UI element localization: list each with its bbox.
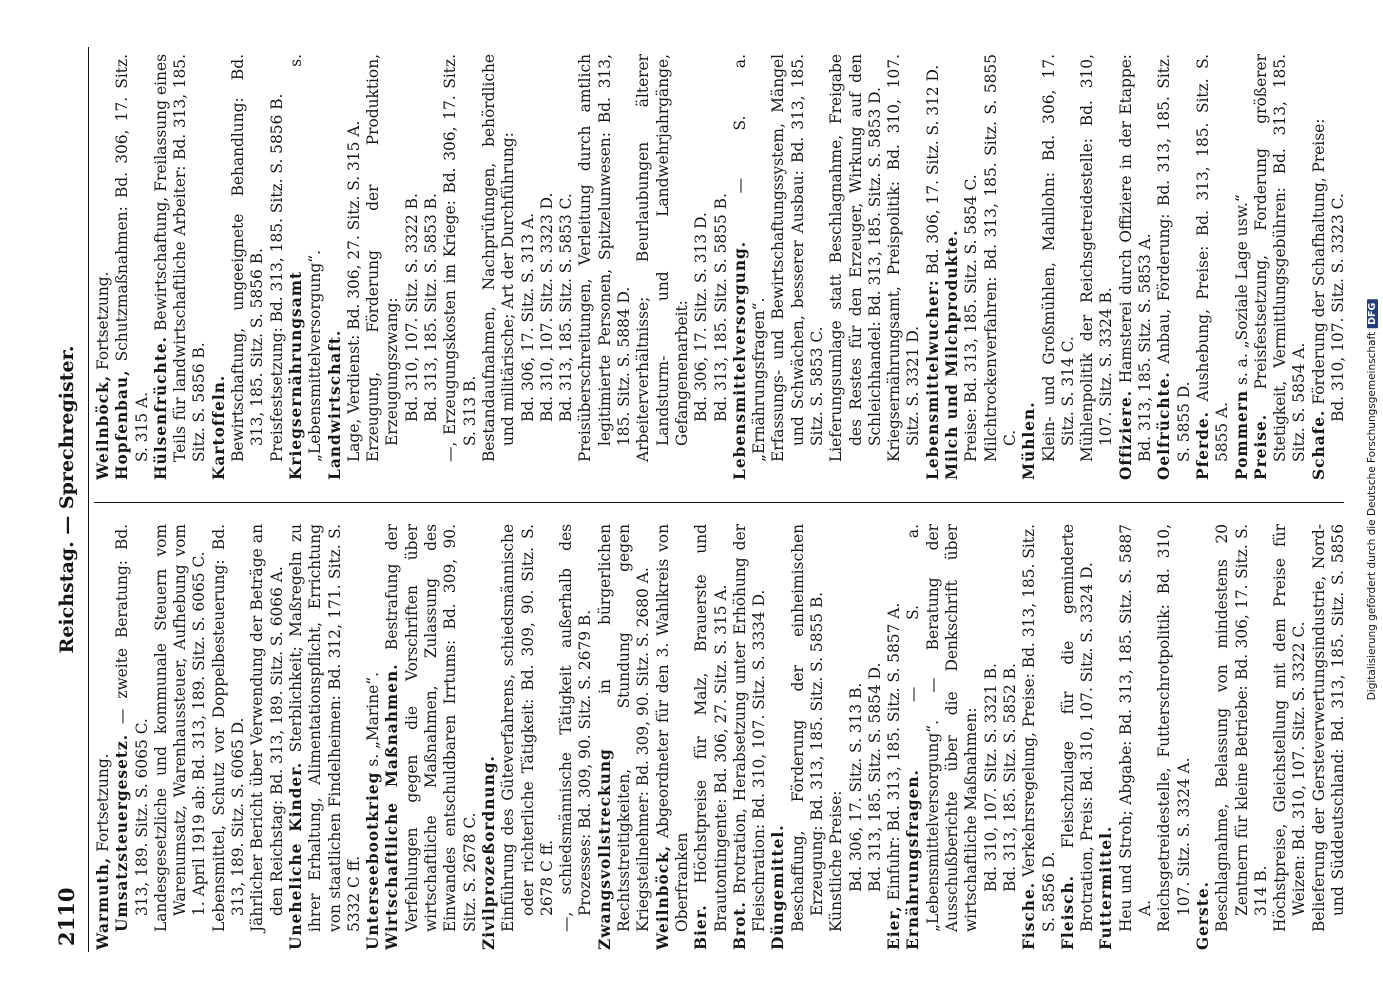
register-entry	[1155, 54, 1194, 480]
entry-keyword: Gerste.	[1193, 881, 1212, 950]
register-entry	[403, 54, 422, 480]
register-entry	[1020, 524, 1059, 950]
entry-keyword: Warmuth,	[94, 856, 112, 950]
entry-keyword: Schafe.	[1309, 409, 1328, 480]
entry-text: Bd. 306, 17. Sitz. S. 312 D.	[923, 64, 942, 280]
register-entry	[538, 54, 557, 480]
register-entry	[847, 524, 866, 950]
entry-keyword: Eier,	[885, 905, 904, 950]
entry-text: — zweite Beratung: Bd. 313, 189. Sitz. S. 6065 C.	[113, 524, 151, 916]
register-entry	[268, 54, 287, 480]
register-entry	[113, 54, 152, 480]
dfg-logo: DFG	[1367, 300, 1378, 328]
register-entry	[1213, 524, 1271, 950]
register-entry	[866, 524, 885, 950]
entry-keyword: Düngemittel.	[769, 824, 788, 950]
entry-text: Arbeiterverhältnisse; Beurlaubungen älterer Landsturm- und Landwehrjahrgänge, Gefangenenarbeit:	[634, 54, 691, 462]
register-entry	[1078, 54, 1117, 480]
register-entry	[731, 524, 770, 950]
entry-text: Aushebung, Preise: Bd. 313, 185. Sitz. S. 5855 A.	[1193, 54, 1232, 462]
register-entry	[1117, 54, 1156, 480]
entry-keyword: Brot.	[730, 901, 749, 950]
entry-text: Bd. 313, 185. Sitz. S. 5853 B.	[422, 193, 441, 422]
register-entry	[1329, 54, 1348, 480]
entry-text: Lebensmittel, Schutz vor Doppelbesteuerung: Bd. 313, 189. Sitz. S. 6065 D.	[209, 524, 248, 932]
entry-keyword: Lebensmittelversorgung.	[730, 240, 749, 480]
entry-text: Bd. 313, 185. Sitz. S. 5854 D.	[865, 662, 884, 892]
running-title: Reichstag. — Sprechregister.	[56, 345, 78, 654]
register-entry	[634, 54, 692, 480]
entry-text: Förderung der Schafhaltung, Preise:	[1309, 118, 1328, 410]
entry-keyword: Milch und Milchprodukte.	[943, 229, 962, 480]
register-entry	[1097, 524, 1116, 950]
entry-keyword: Futtermittel.	[1097, 825, 1116, 950]
column-right	[94, 54, 1349, 480]
entry-text: Preisüberschreitungen, Verleitung durch amtlich legitimierte Personen, Spitzelunwesen: Bd. 313, 185. Sitz. S. 5884 D.	[576, 54, 634, 462]
register-entry	[287, 54, 326, 480]
register-entry	[1117, 524, 1156, 950]
entry-text: — S. a. „Lebensmittelversorgung“. — Beratung der Ausschußberichte über die Denkschrift über wirtschaftliche Maßnahmen:	[904, 524, 981, 932]
entry-text: Künstliche Preise:	[827, 790, 846, 932]
entry-text: Bd. 306, 17. Sitz. S. 313 B.	[846, 682, 865, 892]
register-entry	[1233, 54, 1252, 480]
entry-text: Brotration, Herabsetzung unter Erhöhung der Fleischration: Bd. 310, 107. Sitz. S. 3334 D.	[730, 524, 769, 932]
entry-keyword: Uneheliche Kinder.	[286, 761, 305, 950]
entry-keyword: Oelfrüchte.	[1155, 371, 1174, 480]
entry-text	[1348, 193, 1349, 422]
entry-text: Bd. 310, 107. Sitz. S. 3321 B.	[981, 663, 1000, 892]
register-entry	[422, 54, 441, 480]
register-entry	[962, 54, 981, 480]
entry-text: Bestandaufnahmen, Nachprüfungen, behördliche und militärische; Art der Durchführung:	[479, 54, 518, 462]
entry-keyword: Hülsenfrüchte.	[151, 336, 170, 480]
entry-text: Höchstpreise, Gleichstellung mit dem Preise für Weizen: Bd. 310, 107. Sitz. S. 3322 C.	[1271, 524, 1309, 932]
entry-keyword: Umsatzsteuergesetz.	[113, 733, 132, 932]
register-entry	[827, 524, 846, 950]
entry-text: Klein- und Großmühlen, Mahllohn: Bd. 306, 17. Sitz. S. 314 C.	[1039, 54, 1077, 462]
entry-text: Beschlagnahme, Belassung von mindestens 20 Zentnern für kleine Betriebe: Bd. 306, 17. Sitz. S. 314 B.	[1213, 524, 1270, 932]
entry-text: Einfuhr: Bd. 313, 185. Sitz. S. 5857 A.	[885, 602, 904, 906]
entry-keyword: Lebensmittelwucher:	[923, 279, 942, 480]
register-entry	[113, 524, 152, 950]
register-entry	[885, 524, 904, 950]
entry-text: Mühlenpolitik der Reichsgetreidestelle: Bd. 310, 107. Sitz. S. 3324 B.	[1078, 54, 1116, 462]
entry-text: s. „Marine“.	[364, 672, 383, 772]
register-entry	[152, 54, 210, 480]
register-entry	[229, 54, 268, 480]
entry-keyword: Kartoffeln.	[209, 374, 228, 480]
register-entry	[519, 54, 538, 480]
entry-text: Reichsgetreidestelle, Futterschrotpolitik: Bd. 310, 107. Sitz. S. 3324 A.	[1155, 524, 1193, 932]
register-entry	[326, 54, 345, 480]
register-entry	[557, 54, 576, 480]
register-entry	[94, 54, 113, 480]
register-entry	[1155, 524, 1194, 950]
register-entry	[1001, 524, 1020, 950]
entry-keyword: Fische.	[1020, 881, 1039, 950]
register-entry	[499, 524, 557, 950]
register-entry	[924, 54, 943, 480]
register-entry	[1194, 54, 1233, 480]
entry-text: Fleischzulage für die geminderte Brotration, Preis: Bd. 310, 107. Sitz. S. 3324 D.	[1058, 524, 1097, 932]
register-entry	[1059, 524, 1098, 950]
entry-keyword: Zwangsvollstreckung	[595, 748, 614, 950]
entry-keyword: Landwirtschaft.	[325, 329, 344, 480]
register-entry	[345, 54, 364, 480]
register-entry	[692, 524, 731, 950]
entry-keyword: Preise.	[1251, 413, 1270, 480]
entry-keyword: Offiziere.	[1116, 389, 1135, 480]
entry-text: Jährlicher Bericht über Verwendung der Beträge an den Reichstag: Bd. 313, 189. Sitz. S. 6066 A.	[248, 524, 286, 932]
digitization-credit-text: Digitalisierung gefördert durch die Deutsche Forschungsgemeinschaft	[1366, 331, 1378, 701]
entry-text: s. „Lebensmittelversorgung“.	[286, 54, 325, 462]
register-entry	[383, 524, 479, 950]
entry-keyword: Pommern	[1232, 389, 1251, 480]
entry-text: —, Erzeugungskosten im Kriege: Bd. 306, 17. Sitz. S. 313 B.	[441, 54, 479, 462]
register-entry	[692, 54, 711, 480]
register-entry	[576, 54, 634, 480]
entry-keyword: Weilnböck,	[94, 374, 112, 480]
entry-text: Bd. 310, 107. Sitz. S. 3323 D.	[537, 192, 556, 422]
register-entry	[152, 524, 210, 950]
register-entry	[1310, 524, 1349, 950]
register-entry	[364, 54, 403, 480]
register-entry	[1271, 524, 1310, 950]
entry-keyword: Zivilprozeßordnung.	[479, 755, 498, 950]
entry-text: — S. a. „Ernährungsfragen“.	[730, 54, 769, 462]
entry-text: Bd. 310, 107. Sitz. S. 3322 B.	[402, 193, 421, 422]
entry-text: Sterblichkeit; Maßregeln zu ihrer Erhaltung, Alimentationspflicht, Errichtung von staatlichen Findelheimen: Bd. 312, 171. Sitz. S. 5332 C ff.	[286, 524, 363, 932]
column-left	[94, 524, 1349, 950]
register-entry	[364, 524, 383, 950]
register-entry	[210, 524, 249, 950]
register-entry	[827, 54, 885, 480]
entry-keyword: Weilnböck,	[653, 844, 672, 950]
register-entry	[943, 54, 962, 480]
entry-keyword: Wirtschaftliche Maßnahmen.	[383, 663, 402, 950]
entry-text: Erzeugung, Förderung der Produktion, Erzeugungszwang:	[364, 54, 402, 462]
entry-text: Lage, Verdienst: Bd. 306, 27. Sitz. S. 315 A.	[344, 120, 363, 462]
entry-text: Preise: Bd. 313, 185. Sitz. S. 5854 C.	[962, 174, 981, 462]
column-divider	[94, 502, 1344, 503]
register-entry	[789, 524, 828, 950]
entry-text: Anbau, Förderung: Bd. 313, 185. Sitz. S. 5855 D.	[1155, 54, 1193, 462]
register-entry	[1194, 524, 1213, 950]
entry-text: Bd. 306, 17. Sitz. S. 313 D.	[692, 212, 711, 422]
entry-text: Bd. 306, 17. Sitz. S. 313 A.	[518, 212, 537, 422]
register-entry	[596, 524, 654, 950]
entry-text: Preisfestsetzung: Bd. 313, 185. Sitz. S. 5856 B.	[267, 93, 286, 462]
entry-text: Fortsetzung.	[94, 271, 112, 375]
entry-text: Einführung des Güteverfahrens, schiedsmännische oder richterliche Tätigkeit: Bd. 309, 90. Sitz. S. 2678 C ff.	[499, 524, 556, 932]
entry-text: Landesgesetzliche und kommunale Steuern vom Warenumsatz, Warenhaussteuer, Aufhebung vom 1. April 1919 ab: Bd. 313, 189. Sitz. S. 6065 C.	[151, 524, 209, 932]
entry-text: Bd. 313, 185. Sitz. S. 5855 B.	[711, 193, 730, 422]
entry-text: Bd. 313, 185. Sitz. S. 5852 B.	[1000, 663, 1019, 892]
entry-text: Lieferungsumlage statt Beschlagnahme, Freigabe des Restes für den Erzeuger, Wirkung auf den Schleichhandel: Bd. 313, 185. Sitz. S. 5853 D.	[827, 54, 884, 462]
entry-text: in bürgerlichen Rechtsstreitigkeiten, Stundung gegen Kriegsteilnehmer: Bd. 309, 90. Sitz. S. 2680 A.	[595, 524, 653, 932]
entry-keyword: Unterseebootkrieg	[364, 771, 383, 950]
page-number: 2110	[54, 887, 79, 946]
entry-keyword: Fleisch.	[1058, 875, 1077, 950]
entry-text: Belieferung der Gersteverwertungsindustrie, Nord- und Süddeutschland: Bd. 313, 185. Sitz. S. 5856	[1309, 524, 1347, 932]
entry-text: Bd. 310, 107. Sitz. S. 3323 C.	[1329, 193, 1347, 422]
register-entry	[769, 54, 827, 480]
register-entry	[885, 54, 924, 480]
entry-text: Bewirtschaftung, ungeeignete Behandlung: Bd. 313, 185. Sitz. S. 5856 B.	[229, 54, 267, 462]
entry-keyword: Bier.	[692, 904, 711, 950]
register-entry	[712, 54, 731, 480]
register-entry	[441, 54, 480, 480]
register-entry	[1040, 54, 1079, 480]
register-entry	[654, 524, 693, 950]
register-entry	[94, 524, 113, 950]
register-entry	[480, 524, 499, 950]
entry-text: Kriegsernährungsamt, Preispolitik: Bd. 310, 107. Sitz. S. 3321 D.	[885, 54, 923, 462]
register-entry	[287, 524, 364, 950]
register-entry	[1020, 54, 1039, 480]
register-entry	[1310, 54, 1329, 480]
entry-text: Verkehrsregelung, Preise: Bd. 313, 185. Sitz. S. 5856 D.	[1020, 524, 1058, 932]
entry-text: Schutzmaßnahmen: Bd. 306, 17. Sitz. S. 315 A.	[113, 54, 151, 462]
register-entry	[982, 54, 1021, 480]
digitization-credit	[1366, 300, 1378, 701]
entry-text: Abgeordneter für den 3. Wahlkreis von Oberfranken	[653, 524, 691, 932]
entry-text: Bd. 313, 185. Sitz. S. 5853 C.	[557, 193, 576, 422]
entry-text: Bewirtschaftung, Freilassung eines Teils für landwirtschaftliche Arbeiter: Bd. 313, 185. Sitz. S. 5856 B.	[151, 54, 209, 462]
register-entry	[904, 524, 981, 950]
register-entry	[731, 54, 770, 480]
register-entry	[1252, 54, 1310, 480]
register-entry	[769, 524, 788, 950]
register-entry	[1348, 54, 1349, 480]
entry-keyword: Ernährungsfragen.	[904, 769, 923, 950]
entry-text: Höchstpreise für Malz, Brauerste und Brautontingente: Bd. 306, 27. Sitz. S. 315 A.	[692, 524, 730, 932]
entry-keyword: Mühlen.	[1020, 401, 1039, 480]
register-entry	[210, 54, 229, 480]
entry-keyword: Kriegsernährungsamt	[286, 270, 305, 480]
entry-text: Beschaffung, Förderung der einheimischen Erzeugung: Bd. 313, 185. Sitz. S. 5855 B.	[788, 524, 826, 932]
entry-keyword: Hopfenbau,	[113, 369, 132, 480]
entry-text: Milchtrockenverfahren: Bd. 313, 185. Sitz. S. 5855 C.	[981, 54, 1019, 462]
entry-text: Bestrafung der Verfehlungen gegen die Vorschriften über wirtschaftliche Maßnahmen, Zulassung des Einwandes entschuldbaren Irrtums: Bd. 309, 90. Sitz. S. 2678 C.	[383, 524, 479, 932]
entry-text: Fortsetzung.	[94, 753, 112, 857]
entry-text: —, schiedsmännische Tätigkeit außerhalb des Prozesses: Bd. 309, 90. Sitz. S. 2679 B.	[557, 524, 595, 932]
entry-text: Preisfestsetzung, Forderung größerer Stetigkeit, Vermittlungsgebühren: Bd. 313, 185. Sitz. S. 5854 A.	[1251, 54, 1309, 462]
entry-text: Heu und Stroh; Abgabe: Bd. 313, 185. Sitz. S. 5887 A.	[1116, 524, 1155, 932]
register-entry	[557, 524, 596, 950]
entry-text: Hamsterei durch Offiziere in der Etappe: Bd. 313, 185. Sitz. S. 5853 A.	[1116, 54, 1155, 462]
rotated-page-content	[48, 47, 1358, 952]
entry-text: Erfassungs- und Bewirtschaftungssystem, Mängel und Schwächen, besserer Ausbau: Bd. 313, 185. Sitz. S. 5853 C.	[769, 54, 826, 462]
entry-text: s. a. „Soziale Lage usw.“	[1232, 194, 1251, 390]
register-entry	[480, 54, 519, 480]
register-entry	[248, 524, 287, 950]
register-entry	[982, 524, 1001, 950]
page-header	[48, 47, 89, 952]
entry-keyword: Pferde.	[1193, 410, 1212, 480]
